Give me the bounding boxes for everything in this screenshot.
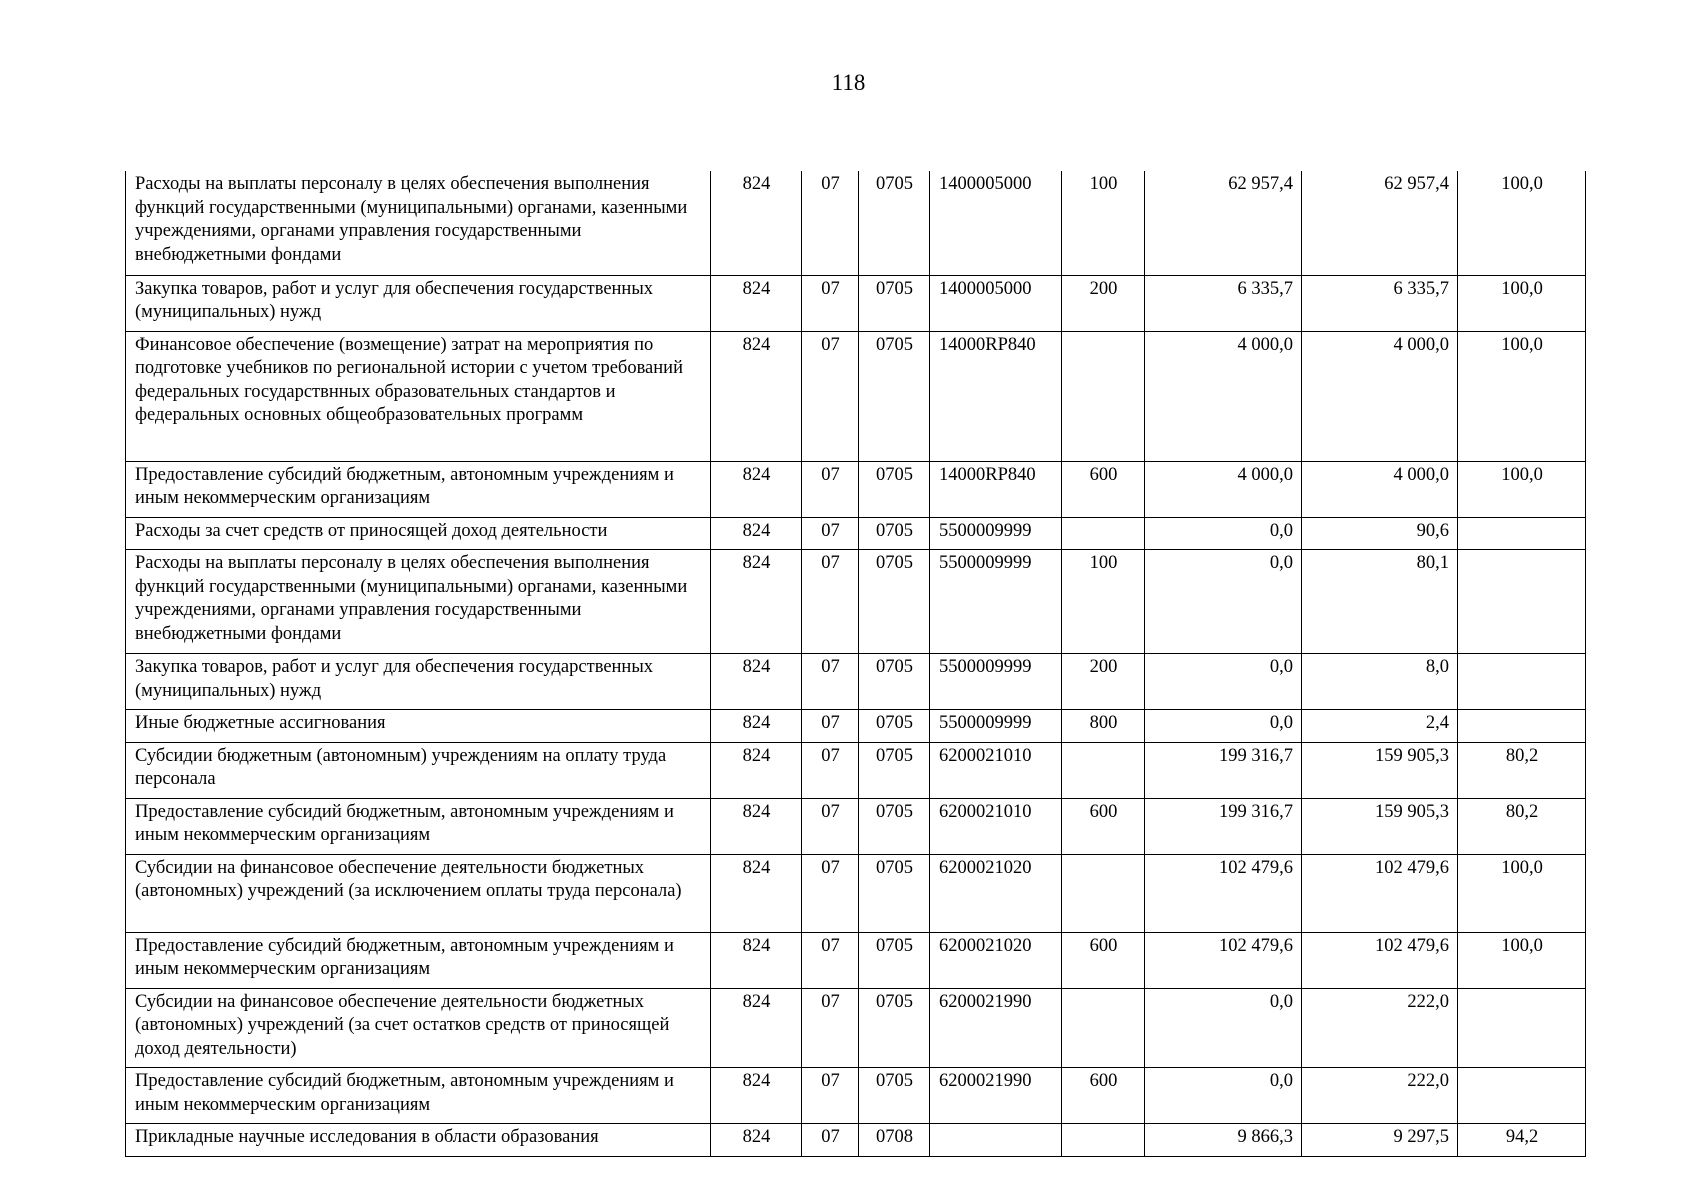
cell-actual: 159 905,3 [1302,742,1458,798]
cell-name: Прикладные научные исследования в области образования [126,1124,711,1157]
cell-actual: 102 479,6 [1302,854,1458,932]
cell-percent: 80,2 [1458,742,1586,798]
cell-admin-code: 824 [711,517,802,550]
cell-section: 07 [802,331,859,461]
cell-actual: 9 297,5 [1302,1124,1458,1157]
cell-subsection: 0705 [859,550,930,654]
cell-subsection: 0705 [859,654,930,710]
cell-admin-code: 824 [711,742,802,798]
cell-expense-type: 800 [1062,710,1145,743]
cell-subsection: 0708 [859,1124,930,1157]
cell-section: 07 [802,654,859,710]
cell-target-article: 5500009999 [930,517,1062,550]
cell-expense-type [1062,988,1145,1068]
cell-admin-code: 824 [711,331,802,461]
cell-admin-code: 824 [711,710,802,743]
cell-percent [1458,988,1586,1068]
cell-subsection: 0705 [859,461,930,517]
cell-target-article: 1400005000 [930,171,1062,275]
cell-actual: 90,6 [1302,517,1458,550]
cell-name: Субсидии на финансовое обеспечение деятельности бюджетных (автономных) учреждений (за исключением оплаты труда персонала) [126,854,711,932]
cell-actual: 159 905,3 [1302,798,1458,854]
cell-admin-code: 824 [711,171,802,275]
cell-name: Предоставление субсидий бюджетным, автономным учреждениям и иным некоммерческим организациям [126,932,711,988]
cell-name: Закупка товаров, работ и услуг для обеспечения государственных (муниципальных) нужд [126,275,711,331]
cell-percent [1458,550,1586,654]
cell-subsection: 0705 [859,171,930,275]
cell-expense-type: 600 [1062,461,1145,517]
cell-subsection: 0705 [859,988,930,1068]
cell-section: 07 [802,854,859,932]
cell-section: 07 [802,517,859,550]
cell-percent [1458,710,1586,743]
cell-admin-code: 824 [711,798,802,854]
cell-target-article: 6200021990 [930,1068,1062,1124]
cell-target-article: 14000RP840 [930,331,1062,461]
cell-target-article: 6200021990 [930,988,1062,1068]
table-row [126,171,1586,275]
cell-plan: 0,0 [1145,988,1302,1068]
cell-percent [1458,1068,1586,1124]
cell-subsection: 0705 [859,517,930,550]
cell-name: Расходы на выплаты персоналу в целях обеспечения выполнения функций государственными (муниципальными) органами, казенными учреждениями, органами управления государственными внебюджетными фондами [126,550,711,654]
cell-target-article: 6200021010 [930,798,1062,854]
cell-expense-type: 600 [1062,932,1145,988]
cell-percent: 100,0 [1458,171,1586,275]
cell-plan: 102 479,6 [1145,932,1302,988]
cell-plan: 6 335,7 [1145,275,1302,331]
cell-percent: 80,2 [1458,798,1586,854]
table-row [126,854,1586,932]
cell-name: Иные бюджетные ассигнования [126,710,711,743]
cell-plan: 0,0 [1145,710,1302,743]
cell-percent: 100,0 [1458,275,1586,331]
table-row [126,461,1586,517]
cell-expense-type: 600 [1062,1068,1145,1124]
cell-name: Предоставление субсидий бюджетным, автономным учреждениям и иным некоммерческим организациям [126,461,711,517]
cell-actual: 80,1 [1302,550,1458,654]
cell-subsection: 0705 [859,854,930,932]
cell-subsection: 0705 [859,742,930,798]
table-body [126,171,1586,1156]
cell-actual: 4 000,0 [1302,461,1458,517]
cell-admin-code: 824 [711,275,802,331]
cell-target-article [930,1124,1062,1157]
cell-admin-code: 824 [711,461,802,517]
table-row [126,550,1586,654]
cell-actual: 222,0 [1302,988,1458,1068]
budget-table [125,171,1586,1157]
cell-plan: 0,0 [1145,550,1302,654]
table-row [126,798,1586,854]
cell-section: 07 [802,171,859,275]
cell-admin-code: 824 [711,1124,802,1157]
cell-expense-type [1062,742,1145,798]
table-row [126,710,1586,743]
cell-section: 07 [802,710,859,743]
cell-actual: 102 479,6 [1302,932,1458,988]
cell-plan: 0,0 [1145,1068,1302,1124]
cell-percent [1458,654,1586,710]
cell-actual: 8,0 [1302,654,1458,710]
cell-name: Закупка товаров, работ и услуг для обеспечения государственных (муниципальных) нужд [126,654,711,710]
table-row [126,742,1586,798]
cell-percent [1458,517,1586,550]
cell-admin-code: 824 [711,988,802,1068]
cell-subsection: 0705 [859,275,930,331]
cell-name: Предоставление субсидий бюджетным, автономным учреждениям и иным некоммерческим организациям [126,1068,711,1124]
cell-section: 07 [802,742,859,798]
cell-subsection: 0705 [859,710,930,743]
cell-actual: 62 957,4 [1302,171,1458,275]
cell-plan: 102 479,6 [1145,854,1302,932]
cell-plan: 0,0 [1145,654,1302,710]
table-row [126,275,1586,331]
cell-target-article: 5500009999 [930,550,1062,654]
cell-name: Субсидии на финансовое обеспечение деятельности бюджетных (автономных) учреждений (за счет остатков средств от приносящей доход деятельности) [126,988,711,1068]
cell-admin-code: 824 [711,1068,802,1124]
cell-plan: 4 000,0 [1145,331,1302,461]
table-row [126,331,1586,461]
cell-target-article: 5500009999 [930,654,1062,710]
cell-actual: 2,4 [1302,710,1458,743]
cell-actual: 222,0 [1302,1068,1458,1124]
table-row [126,988,1586,1068]
cell-expense-type: 100 [1062,550,1145,654]
cell-plan: 9 866,3 [1145,1124,1302,1157]
cell-section: 07 [802,988,859,1068]
cell-name: Финансовое обеспечение (возмещение) затрат на мероприятия по подготовке учебников по региональной истории с учетом требований федеральных государствнных образовательных стандартов и федеральных основных общеобразовательных программ [126,331,711,461]
cell-target-article: 5500009999 [930,710,1062,743]
cell-percent: 100,0 [1458,331,1586,461]
cell-subsection: 0705 [859,798,930,854]
cell-expense-type: 600 [1062,798,1145,854]
cell-expense-type [1062,854,1145,932]
cell-admin-code: 824 [711,854,802,932]
cell-plan: 0,0 [1145,517,1302,550]
cell-subsection: 0705 [859,932,930,988]
page-number: 118 [831,70,866,95]
cell-percent: 100,0 [1458,932,1586,988]
table-row [126,932,1586,988]
cell-section: 07 [802,550,859,654]
cell-expense-type [1062,517,1145,550]
cell-admin-code: 824 [711,550,802,654]
cell-actual: 6 335,7 [1302,275,1458,331]
cell-admin-code: 824 [711,932,802,988]
cell-plan: 4 000,0 [1145,461,1302,517]
cell-percent: 100,0 [1458,854,1586,932]
cell-plan: 199 316,7 [1145,798,1302,854]
table-row [126,517,1586,550]
cell-expense-type [1062,331,1145,461]
cell-target-article: 6200021010 [930,742,1062,798]
table-row [126,1124,1586,1157]
cell-name: Предоставление субсидий бюджетным, автономным учреждениям и иным некоммерческим организациям [126,798,711,854]
cell-section: 07 [802,1068,859,1124]
cell-subsection: 0705 [859,1068,930,1124]
cell-section: 07 [802,798,859,854]
cell-target-article: 1400005000 [930,275,1062,331]
cell-actual: 4 000,0 [1302,331,1458,461]
cell-name: Субсидии бюджетным (автономным) учреждениям на оплату труда персонала [126,742,711,798]
table-row [126,1068,1586,1124]
cell-section: 07 [802,1124,859,1157]
cell-plan: 199 316,7 [1145,742,1302,798]
cell-expense-type: 100 [1062,171,1145,275]
cell-target-article: 14000RP840 [930,461,1062,517]
cell-expense-type [1062,1124,1145,1157]
cell-plan: 62 957,4 [1145,171,1302,275]
table-row [126,654,1586,710]
cell-expense-type: 200 [1062,275,1145,331]
cell-section: 07 [802,461,859,517]
cell-section: 07 [802,275,859,331]
cell-percent: 94,2 [1458,1124,1586,1157]
cell-admin-code: 824 [711,654,802,710]
cell-target-article: 6200021020 [930,854,1062,932]
cell-section: 07 [802,932,859,988]
cell-percent: 100,0 [1458,461,1586,517]
cell-name: Расходы за счет средств от приносящей доход деятельности [126,517,711,550]
cell-expense-type: 200 [1062,654,1145,710]
cell-subsection: 0705 [859,331,930,461]
cell-name: Расходы на выплаты персоналу в целях обеспечения выполнения функций государственными (муниципальными) органами, казенными учреждениями, органами управления государственными внебюджетными фондами [126,171,711,275]
cell-target-article: 6200021020 [930,932,1062,988]
